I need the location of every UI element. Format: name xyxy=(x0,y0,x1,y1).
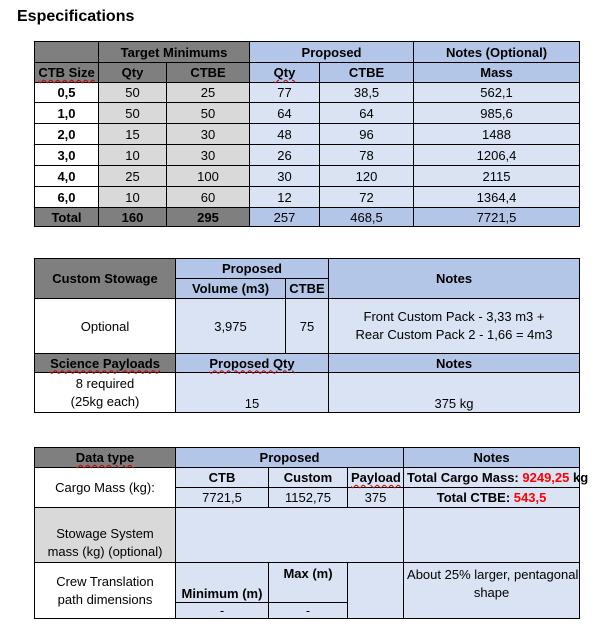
crew-line: Crew Translation xyxy=(56,573,154,589)
cell-stowage-notes xyxy=(404,508,580,563)
header-ctb: CTB xyxy=(176,468,269,488)
cell-target-qty: 10 xyxy=(99,187,167,208)
cell-ctb-size: 3,0 xyxy=(35,145,99,166)
cell-kg-value: 375 kg xyxy=(329,373,580,413)
header-notes-optional: Notes (Optional) xyxy=(414,42,580,63)
cell-target-qty: 10 xyxy=(99,145,167,166)
crew-line: path dimensions xyxy=(57,591,153,607)
header-ctb-size: CTB Size xyxy=(35,63,99,83)
header-target-ctbe: CTBE xyxy=(167,63,250,83)
cell-mass: 1364,4 xyxy=(414,187,580,208)
table-row xyxy=(35,83,580,103)
cell-total-proposed-qty: 257 xyxy=(250,208,320,227)
cell-minimum-value: - xyxy=(176,603,269,619)
table-row xyxy=(35,166,580,187)
cell-total-target-ctbe: 295 xyxy=(167,208,250,227)
stowage-line: mass (kg) (optional) xyxy=(47,544,163,559)
header-volume: Volume (m3) xyxy=(176,279,286,299)
cell-total-cargo-mass: Total Cargo Mass: 9249,25 kg xyxy=(404,468,580,488)
cell-target-ctbe: 100 xyxy=(167,166,250,187)
cell-stowage-system-mass xyxy=(35,508,176,563)
cell-optional: Optional xyxy=(35,299,176,354)
header-mass: Mass xyxy=(414,63,580,83)
crew-note-line: About 25% larger, pentagonal xyxy=(407,567,579,582)
cell-mass: 1488 xyxy=(414,124,580,145)
cell-mass: 1206,4 xyxy=(414,145,580,166)
cell-total-mass: 7721,5 xyxy=(414,208,580,227)
header-ctbe: CTBE xyxy=(286,279,329,299)
header-payload: Payload xyxy=(348,468,404,488)
custom-stowage-table xyxy=(34,258,580,413)
cell-mass: 985,6 xyxy=(414,103,580,124)
cell-total-label: Total xyxy=(35,208,99,227)
cell-stowage-proposed xyxy=(176,508,404,563)
cell-max-value: - xyxy=(269,603,348,619)
cell-proposed-ctbe: 96 xyxy=(320,124,414,145)
header-notes: Notes xyxy=(329,259,580,299)
note-line: Rear Custom Pack 2 - 1,66 = 4m3 xyxy=(355,327,553,342)
note-line: Front Custom Pack - 3,33 m3 + xyxy=(363,309,545,324)
cell-proposed-qty: 12 xyxy=(250,187,320,208)
header-target-qty: Qty xyxy=(99,63,167,83)
header-proposed: Proposed xyxy=(176,259,329,279)
required-line: 8 required xyxy=(75,375,135,391)
cell-target-ctbe: 60 xyxy=(167,187,250,208)
cell-proposed-ctbe: 72 xyxy=(320,187,414,208)
cell-ctb-size: 6,0 xyxy=(35,187,99,208)
header-proposed: Proposed xyxy=(176,448,404,468)
cell-proposed-ctbe: 64 xyxy=(320,103,414,124)
cell-target-qty: 50 xyxy=(99,103,167,124)
cell-ctb-size: 2,0 xyxy=(35,124,99,145)
cell-cargo-mass-label: Cargo Mass (kg): xyxy=(35,468,176,508)
cell-proposed-ctbe: 120 xyxy=(320,166,414,187)
header-data-type: Data type xyxy=(35,448,176,468)
cell-crew-empty xyxy=(348,563,404,619)
cell-target-qty: 15 xyxy=(99,124,167,145)
cell-proposed-ctbe: 78 xyxy=(320,145,414,166)
stowage-line: Stowage System xyxy=(56,526,154,541)
cell-volume-value: 3,975 xyxy=(176,299,286,354)
header-proposed-qty: Qty xyxy=(250,63,320,83)
ctb-specifications-table xyxy=(34,41,580,227)
table-row xyxy=(35,187,580,208)
page-title: Especifications xyxy=(17,8,135,25)
header-science-payloads: Science Payloads xyxy=(35,354,176,373)
cell-target-ctbe: 50 xyxy=(167,103,250,124)
header-proposed-qty: Proposed Qty xyxy=(176,354,329,373)
cell-crew-notes xyxy=(404,563,580,619)
cell-ctb-size: 1,0 xyxy=(35,103,99,124)
header-minimum: Minimum (m) xyxy=(176,563,269,603)
table-row xyxy=(35,103,580,124)
cell-mass: 2115 xyxy=(414,166,580,187)
header-custom: Custom xyxy=(269,468,348,488)
cell-mass: 562,1 xyxy=(414,83,580,103)
cell-proposed-qty: 48 xyxy=(250,124,320,145)
header-notes-2: Notes xyxy=(329,354,580,373)
cell-proposed-qty: 64 xyxy=(250,103,320,124)
cell-qty-value: 15 xyxy=(176,373,329,413)
cell-ctb-size: 0,5 xyxy=(35,83,99,103)
cell-target-qty: 25 xyxy=(99,166,167,187)
cell-proposed-qty: 77 xyxy=(250,83,320,103)
header-notes: Notes xyxy=(404,448,580,468)
cell-custom-value: 1152,75 xyxy=(269,488,348,508)
data-type-table xyxy=(34,447,589,619)
cell-total-ctbe: Total CTBE: 543,5 xyxy=(404,488,580,508)
header-custom-stowage: Custom Stowage xyxy=(35,259,176,299)
cell-ctb-value: 7721,5 xyxy=(176,488,269,508)
cell-crew-translation xyxy=(35,563,176,619)
header-target-minimums: Target Minimums xyxy=(99,42,250,63)
cell-target-ctbe: 25 xyxy=(167,83,250,103)
cell-target-ctbe: 30 xyxy=(167,145,250,166)
cell-proposed-qty: 30 xyxy=(250,166,320,187)
crew-note-line: shape xyxy=(473,585,510,600)
total-row xyxy=(35,208,580,227)
cell-total-target-qty: 160 xyxy=(99,208,167,227)
cell-custom-pack-notes xyxy=(329,299,580,354)
table-row xyxy=(35,145,580,166)
header-ctb-size-top xyxy=(35,42,99,63)
header-proposed-ctbe: CTBE xyxy=(320,63,414,83)
cell-proposed-qty: 26 xyxy=(250,145,320,166)
required-line: (25kg each) xyxy=(70,393,140,409)
header-max: Max (m) xyxy=(269,563,348,603)
cell-target-qty: 50 xyxy=(99,83,167,103)
header-proposed: Proposed xyxy=(250,42,414,63)
table-row xyxy=(35,124,580,145)
cell-target-ctbe: 30 xyxy=(167,124,250,145)
cell-ctbe-value: 75 xyxy=(286,299,329,354)
cell-proposed-ctbe: 38,5 xyxy=(320,83,414,103)
cell-required xyxy=(35,373,176,413)
cell-total-proposed-ctbe: 468,5 xyxy=(320,208,414,227)
cell-payload-value: 375 xyxy=(348,488,404,508)
cell-ctb-size: 4,0 xyxy=(35,166,99,187)
